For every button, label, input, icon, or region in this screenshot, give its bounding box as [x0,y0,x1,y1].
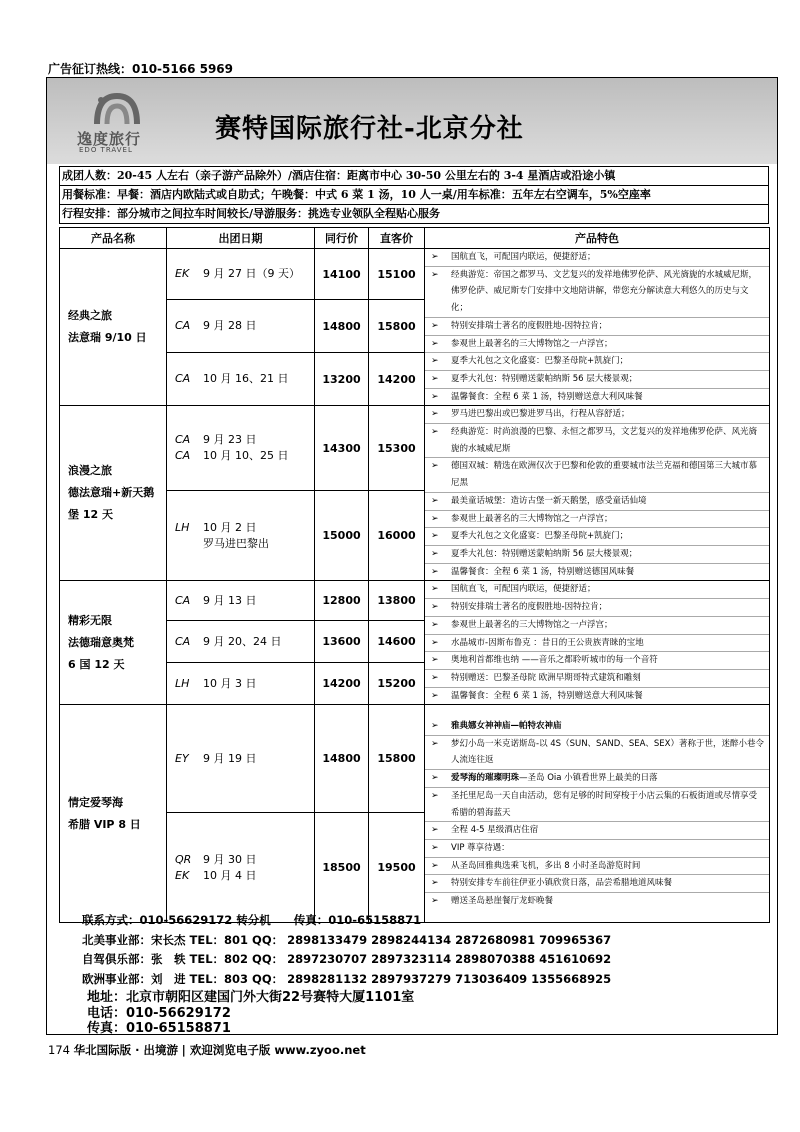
logo [69,90,169,154]
feature-item: ➢ 经典游览：时尚浪漫的巴黎、永恒之都罗马，文艺复兴的发祥地佛罗伦萨、风光旖旎的水城威尼斯 [425,424,769,458]
contact-row: 北美事业部：宋长杰 TEL：801 QQ： 2898133479 2898244134 2872680981 709965367 [82,932,612,947]
address-block [87,990,414,1037]
page-frame [46,77,778,1035]
direct-price: 15800 [369,705,425,813]
feature-item: ➢ 温馨餐食：全程 6 菜 1 汤，特别赠送意大利风味餐 [425,688,769,705]
product-name: 精彩无限 法德瑞意奥梵 6 国 12 天 [60,581,167,705]
info-line: 成团人数：20-45 人左右（亲子游产品除外）/酒店住宿：距离市中心 30-50 公里左右的 3-4 星酒店或沿途小镇 [60,167,768,186]
feature-item: ➢ 国航直飞，可配国内联运，便捷舒适； [425,249,769,267]
depart-date: CA 10 月 16、21 日 [167,352,315,406]
table-row [60,249,770,300]
feature-item: ➢ 参观世上最著名的三大博物馆之一卢浮宫； [425,617,769,635]
product-name: 浪漫之旅 德法意瑞+新天鹅 堡 12 天 [60,406,167,581]
feature-item: ➢ 梦幻小岛一米克诺斯岛-以 4S（SUN、SAND、SEA、SEX）著称于世，迷醉小巷令人流连往返 [425,736,769,770]
contact-row: 自驾俱乐部：张 轶 TEL：802 QQ： 2897230707 2897323114 2898070388 451610692 [82,952,612,966]
feature-item: ➢ 赠送圣岛悬崖餐厅龙虾晚餐 [425,893,769,910]
contact-row: 欧洲事业部：刘 进 TEL：803 QQ： 2898281132 2897937279 713036409 1355668925 [82,971,612,986]
ad-hotline: 广告征订热线：010-5166 5969 [48,62,234,76]
table-row [60,581,770,621]
logo-en: EDO TRAVEL [79,146,133,154]
direct-price: 14600 [369,621,425,663]
direct-price: 14200 [369,352,425,406]
depart-date: EY 9 月 19 日 [167,705,315,813]
feature-item: ➢ 温馨餐食：全程 6 菜 1 汤，特别赠送意大利风味餐 [425,389,769,406]
feature-item: ➢ 参观世上最著名的三大博物馆之一卢浮宫； [425,511,769,529]
direct-price: 16000 [369,491,425,581]
logo-mark-icon [91,90,143,126]
feature-item: ➢ 圣托里尼岛一天自由活动，您有足够的时间穿梭于小店云集的石板街道或尽情享受希腊的碧海蓝天 [425,788,769,822]
header-date: 出团日期 [167,228,315,249]
peer-price: 14200 [315,663,369,705]
peer-price: 12800 [315,581,369,621]
feature-item: ➢ 水晶城市-因斯布鲁克 ：昔日的王公贵族青睐的宝地 [425,635,769,653]
peer-price: 15000 [315,491,369,581]
feature-item: ➢ 特别安排瑞士著名的度假胜地-因特拉肯； [425,318,769,336]
feature-item: ➢ 夏季大礼包：特别赠送蒙帕纳斯 56 层大楼景观； [425,546,769,564]
peer-price: 13600 [315,621,369,663]
product-features [425,705,770,923]
header-features: 产品特色 [425,228,770,249]
product-name: 情定爱琴海 希腊 VIP 8 日 [60,705,167,923]
feature-item: ➢ 最美童话城堡：造访古堡一新天鹅堡，感受童话仙境 [425,493,769,511]
feature-item: ➢ 温馨餐食：全程 6 菜 1 汤，特别赠送德国风味餐 [425,564,769,581]
info-line: 用餐标准：早餐：酒店内欧陆式或自助式；午晚餐：中式 6 菜 1 汤，10 人一桌/用车标准：五年左右空调车，5%空座率 [60,186,768,205]
peer-price: 14800 [315,300,369,352]
feature-item: ➢ 经典游览：帝国之都罗马、文艺复兴的发祥地佛罗伦萨、风光旖旎的水城威尼斯，佛罗伦萨、威尼斯专门安排中文地陪讲解，带您充分解读意大利悠久的历史与文化； [425,267,769,318]
product-features [425,249,770,406]
feature-item: ➢ 从圣岛回雅典选乘飞机，多出 8 小时圣岛游览时间 [425,858,769,876]
feature-item: ➢ 特别安排瑞士著名的度假胜地-因特拉肯； [425,599,769,617]
product-features [425,406,770,581]
feature-item: ➢ 爱琴海的璀璨明珠—圣岛 Oia 小镇看世界上最美的日落 [425,770,769,788]
page-footer: 174 华北国际版 · 出境游 | 欢迎浏览电子版 www.zyoo.net [48,1043,366,1057]
depart-date: CA 9 月 13 日 [167,581,315,621]
feature-item: ➢ 雅典娜女神神庙—帕特农神庙 [425,718,769,736]
depart-date: CA 9 月 28 日 [167,300,315,352]
footer-slogan: 欢迎浏览电子版 www.zyoo.net [189,1043,366,1057]
feature-item: ➢ 特别安排专车前往伊亚小镇欣赏日落，品尝希腊地道风味餐 [425,875,769,893]
direct-price: 15800 [369,300,425,352]
depart-date: LH 10 月 3 日 [167,663,315,705]
peer-price: 18500 [315,813,369,923]
table-row [60,705,770,813]
info-line: 行程安排：部分城市之间拉车时间较长/导游服务：挑选专业领队全程贴心服务 [62,207,441,220]
header-direct-price: 直客价 [369,228,425,249]
feature-item: ➢ 夏季大礼包之文化盛宴：巴黎圣母院+凯旋门； [425,528,769,546]
feature-item: ➢ 罗马进巴黎出或巴黎进罗马出，行程从容舒适； [425,406,769,424]
feature-item: ➢ 国航直飞，可配国内联运，便捷舒适； [425,581,769,599]
feature-item: ➢ 特别赠送：巴黎圣母院 欧洲早期哥特式建筑和雕刻 [425,670,769,688]
depart-date: CA 9 月 23 日 CA 10 月 10、25 日 [167,406,315,491]
depart-date: CA 9 月 20、24 日 [167,621,315,663]
direct-price: 13800 [369,581,425,621]
page-number: 174 [48,1043,70,1057]
table-row [60,406,770,491]
depart-date: LH 10 月 2 日 罗马进巴黎出 [167,491,315,581]
peer-price: 14800 [315,705,369,813]
feature-item: ➢ 夏季大礼包之文化盛宴：巴黎圣母院+凯旋门； [425,353,769,371]
feature-item: ➢ 全程 4-5 星级酒店住宿 [425,822,769,840]
direct-price: 15100 [369,249,425,300]
peer-price: 14100 [315,249,369,300]
page-title: 赛特国际旅行社-北京分社 [215,114,524,144]
peer-price: 13200 [315,352,369,406]
header-banner [47,78,777,164]
address-line: 地址：北京市朝阳区建国门外大街22号赛特大厦1101室 [87,990,415,1005]
feature-item: ➢ 奥地利首都维也纳 ——音乐之都聆听城市的每一个音符 [425,652,769,670]
contact-row: 联系方式：010-56629172 转分机 传真：010-65158871 [82,913,422,927]
phone-line: 电话：010-56629172 [87,1005,231,1021]
info-box [59,166,769,224]
product-name: 经典之旅 法意瑞 9/10 日 [60,249,167,406]
contact-block [82,911,611,989]
fax-line: 传真：010-65158871 [87,1021,231,1036]
depart-date: EK 9 月 27 日（9 天） [167,249,315,300]
direct-price: 19500 [369,813,425,923]
depart-date: QR 9 月 30 日 EK 10 月 4 日 [167,813,315,923]
header-name: 产品名称 [60,228,167,249]
feature-item: ➢ 德国双城：精选在欧洲仅次于巴黎和伦敦的重要城市法兰克福和德国第三大城市慕尼黑 [425,458,769,492]
feature-item: ➢ VIP 尊享待遇： [425,840,769,858]
logo-cn: 逸度旅行 [77,130,142,148]
product-features [425,581,770,705]
peer-price: 14300 [315,406,369,491]
header-peer-price: 同行价 [315,228,369,249]
direct-price: 15300 [369,406,425,491]
feature-item: ➢ 参观世上最著名的三大博物馆之一卢浮宫； [425,336,769,354]
direct-price: 15200 [369,663,425,705]
product-table [59,227,770,923]
footer-section: 华北国际版 · 出境游 [73,1043,178,1057]
feature-item: ➢ 夏季大礼包：特别赠送蒙帕纳斯 56 层大楼景观； [425,371,769,389]
